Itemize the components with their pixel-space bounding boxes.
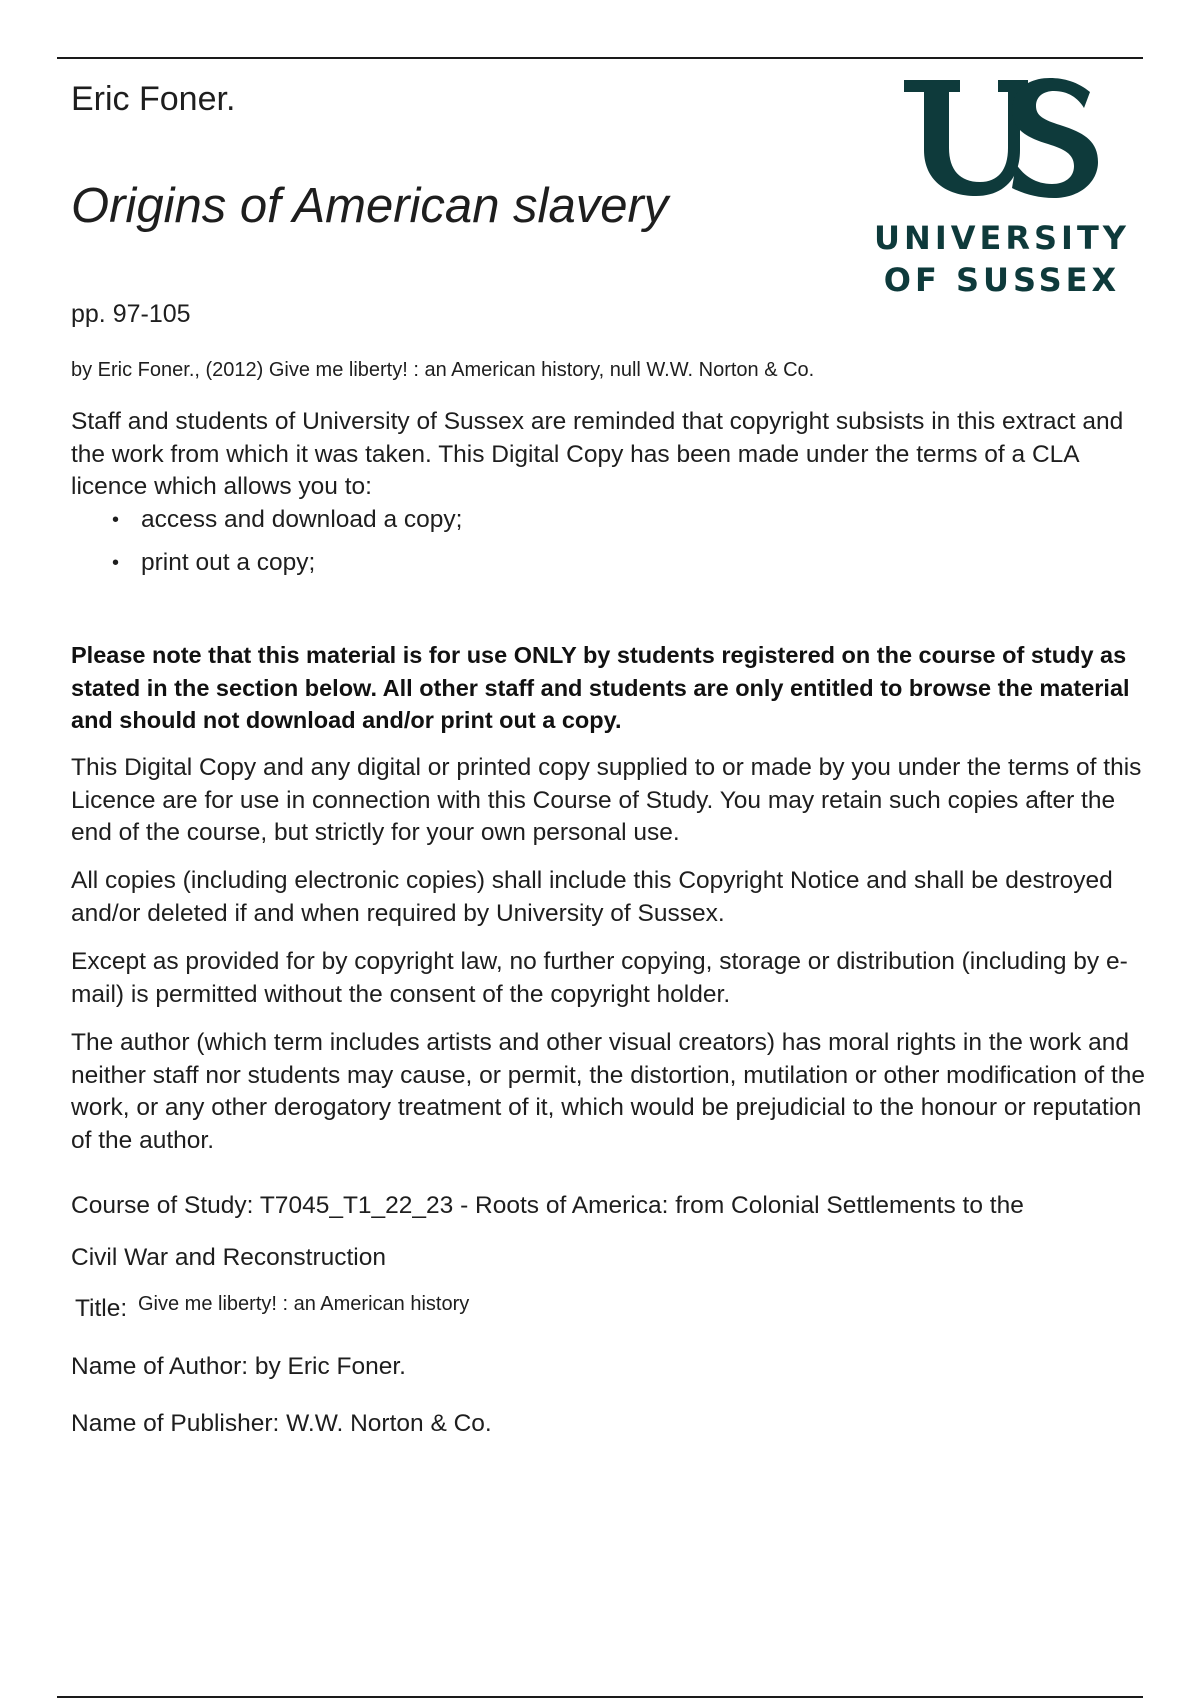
university-logo — [874, 78, 1140, 299]
extract-title: Origins of American slavery — [71, 179, 669, 233]
title-label: Title: — [75, 1295, 128, 1322]
course-label: Course of Study: T7045_T1_22_23 - Roots of America: from Colonial Settlements to the — [71, 1192, 1024, 1219]
paragraph-retention: This Digital Copy and any digital or printed copy supplied to or made by you under the terms of this Licence are for use in connection with this Course of Study. You may retain such copies after the end of the course, but strictly for your own personal use. — [71, 754, 1142, 846]
paragraph-copying: Except as provided for by copyright law, no further copying, storage or distribution (including by e-mail) is permitted without the consent of the copyright holder. — [71, 948, 1128, 1008]
licence-permissions-list — [108, 504, 462, 590]
logo-line-of-sussex: OF SUSSEX — [883, 261, 1121, 299]
bottom-rule — [57, 1696, 1143, 1698]
header-author: Eric Foner. — [71, 80, 236, 118]
author-line: Name of Author: by Eric Foner. — [71, 1353, 406, 1380]
list-item: • access and download a copy; — [108, 504, 462, 547]
title-value: Give me liberty! : an American history — [138, 1293, 470, 1315]
usage-notice: Please note that this material is for use ONLY by students registered on the course of study as stated in the section below. All other staff and students are only entitled to browse the material and should not download and/or print out a copy. — [71, 642, 1130, 733]
publisher-line: Name of Publisher: W.W. Norton & Co. — [71, 1410, 492, 1437]
intro-paragraph: Staff and students of University of Sussex are reminded that copyright subsists in this extract and the work from which it was taken. This Digital Copy has been made under the terms of a CLA licence which allows you to: — [71, 408, 1124, 500]
logo-line-university: UNIVERSITY — [874, 219, 1130, 257]
course-continuation: Civil War and Reconstruction — [71, 1244, 386, 1271]
list-item: • print out a copy; — [108, 547, 462, 590]
top-rule — [57, 57, 1143, 59]
title-line — [75, 1295, 469, 1323]
course-of-study — [71, 1180, 1146, 1284]
page-range: pp. 97-105 — [71, 300, 191, 328]
citation: by Eric Foner., (2012) Give me liberty! : an American history, null W.W. Norton & Co. — [71, 359, 815, 381]
paragraph-moral-rights: The author (which term includes artists and other visual creators) has moral rights in the work and neither staff nor students may cause, or permit, the distortion, mutilation or other modification of the work, or any other derogatory treatment of it, which would be prejudicial to the honour or reputation of the author. — [71, 1029, 1146, 1154]
us-monogram-logo — [902, 78, 1102, 198]
paragraph-copies: All copies (including electronic copies) shall include this Copyright Notice and shall be destroyed and/or deleted if and when required by University of Sussex. — [71, 867, 1113, 927]
